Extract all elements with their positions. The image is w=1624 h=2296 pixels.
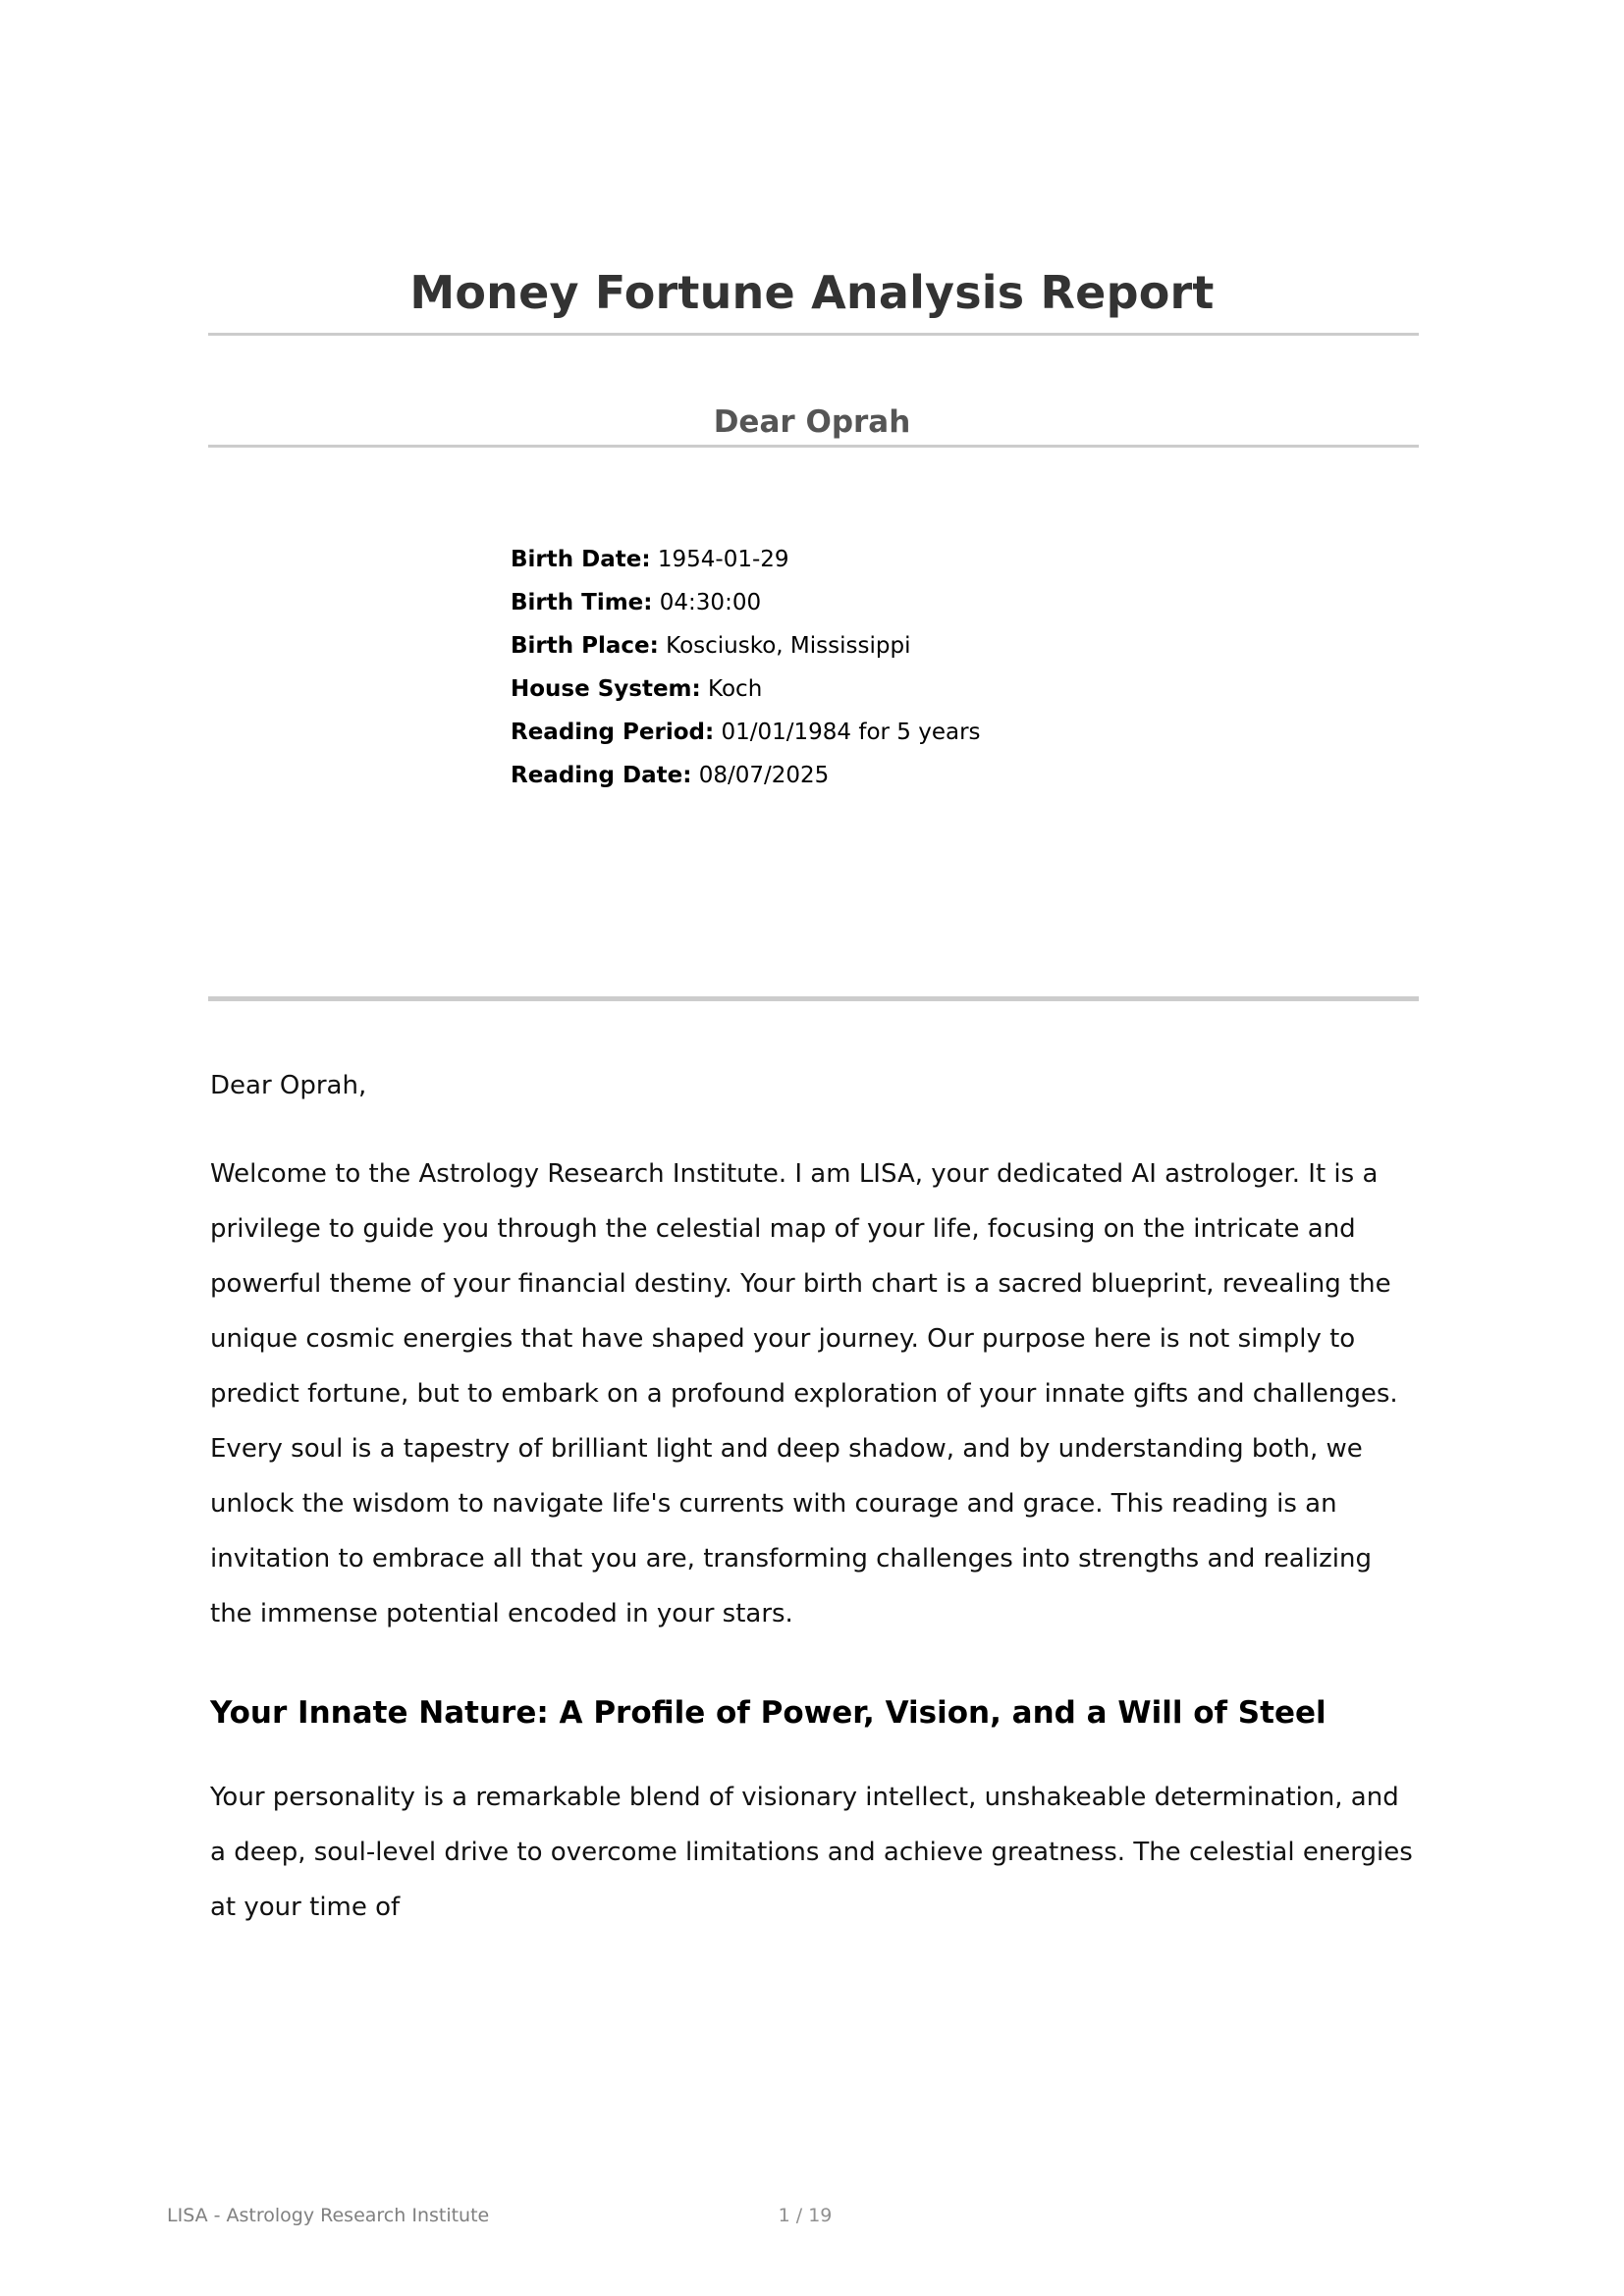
metadata-value: 08/07/2025 <box>698 763 830 788</box>
metadata-value: Koch <box>708 676 763 702</box>
metadata-label: Reading Date: <box>511 763 692 788</box>
footer-page-number: 1 / 19 <box>778 2205 833 2226</box>
metadata-row-house-system <box>511 667 1394 711</box>
metadata-row-reading-period <box>511 711 1394 754</box>
page-title: Money Fortune Analysis Report <box>409 265 1215 319</box>
metadata-label: House System: <box>511 676 701 702</box>
section-heading: Your Innate Nature: A Profile of Power, Vision, and a Will of Steel <box>210 1695 1326 1731</box>
page-footer <box>0 2205 1624 2244</box>
metadata-row-birth-time <box>511 581 1394 624</box>
page-subtitle: Dear Oprah <box>713 403 911 440</box>
section-divider <box>208 996 1419 1001</box>
metadata-label: Birth Date: <box>511 547 651 572</box>
intro-paragraph: Welcome to the Astrology Research Institute. I am LISA, your dedicated AI astrologer. It is a privilege to guide you through the celestial map of your life, focusing on the intricate and powerful theme of your financial destiny. Your birth chart is a sacred blueprint, revealing the unique cosmic energies that have shaped your journey. Our purpose here is not simply to predict fortune, but to embark on a profound exploration of your innate gifts and challenges. Every soul is a tapestry of brilliant light and deep shadow, and by understanding both, we unlock the wisdom to navigate life's currents with courage and grace. This reading is an invitation to embrace all that you are, transforming challenges into strengths and realizing the immense potential encoded in your stars. <box>210 1159 1398 1629</box>
metadata-label: Reading Period: <box>511 720 715 745</box>
metadata-value: 01/01/1984 for 5 years <box>721 720 981 745</box>
metadata-label: Birth Place: <box>511 633 659 659</box>
metadata-row-reading-date <box>511 754 1394 797</box>
metadata-row-birth-place <box>511 624 1394 667</box>
metadata-value: 1954-01-29 <box>657 547 789 572</box>
birth-metadata-block <box>511 538 1394 797</box>
metadata-value: 04:30:00 <box>659 590 762 615</box>
document-body <box>210 1058 1420 1968</box>
salutation: Dear Oprah, <box>210 1071 367 1100</box>
section-paragraph: Your personality is a remarkable blend of visionary intellect, unshakeable determination, and a deep, soul-level drive to overcome limitations and achieve greatness. The celestial energies at your time of <box>210 1783 1413 1922</box>
footer-organization: LISA - Astrology Research Institute <box>167 2205 490 2226</box>
metadata-label: Birth Time: <box>511 590 653 615</box>
metadata-row-birth-date <box>511 538 1394 581</box>
title-divider <box>208 333 1419 336</box>
subtitle-divider <box>208 445 1419 448</box>
metadata-value: Kosciusko, Mississippi <box>666 633 911 659</box>
